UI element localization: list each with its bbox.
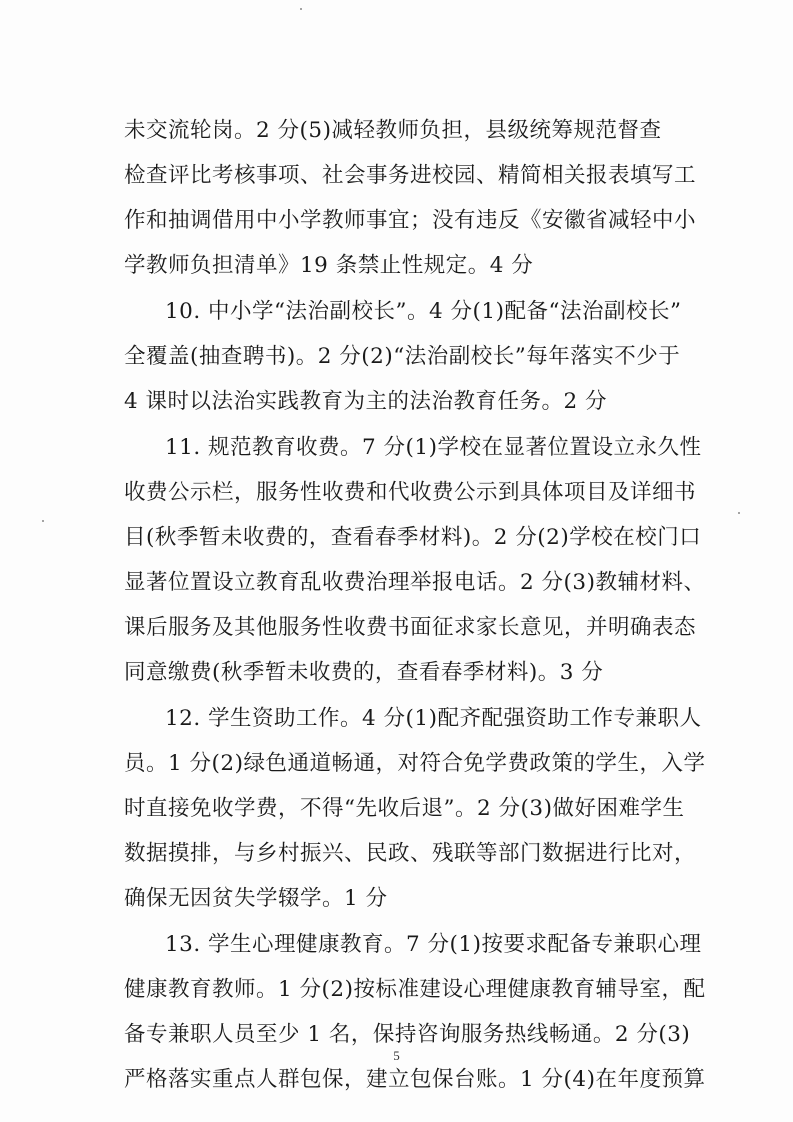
section-11-heading-line: 11. 规范教育收费。7 分(1)学校在显著位置设立永久性 [165,435,702,460]
scan-speck [42,520,44,522]
text-line: 目(秋季暂未收费的，查看春季材料)。2 分(2)学校在校门口 [124,525,702,550]
section-13-heading-line: 13. 学生心理健康教育。7 分(1)按要求配备专兼职心理 [165,932,702,957]
text-line: 员。1 分(2)绿色通道畅通，对符合免学费政策的学生，入学 [124,751,706,776]
text-line: 学教师负担清单》19 条禁止性规定。4 分 [124,253,534,278]
text-line: 显著位置设立教育乱收费治理举报电话。2 分(3)教辅材料、 [124,570,706,595]
text-line: 时直接免收学费，不得“先收后退”。2 分(3)做好困难学生 [124,796,685,821]
text-line: 健康教育教师。1 分(2)按标准建设心理健康教育辅导室，配 [124,977,706,1002]
scan-speck [300,8,302,10]
text-line: 同意缴费(秋季暂未收费的，查看春季材料)。3 分 [124,660,604,685]
text-line: 全覆盖(抽查聘书)。2 分(2)“法治副校长”每年落实不少于 [124,344,681,369]
text-line: 收费公示栏，服务性收费和代收费公示到具体项目及详细书 [124,480,697,505]
text-line: 未交流轮岗。2 分(5)减轻教师负担，县级统筹规范督查 [124,118,662,143]
text-line: 作和抽调借用中小学教师事宜；没有违反《安徽省减轻中小 [124,208,697,233]
text-line: 确保无因贫失学辍学。1 分 [124,886,388,911]
page-number: 5 [393,1048,400,1063]
text-line: 备专兼职人员至少 1 名，保持咨询服务热线畅通。2 分(3) [124,1022,691,1047]
text-line: 数据摸排，与乡村振兴、民政、残联等部门数据进行比对， [124,841,697,866]
text-line: 课后服务及其他服务性收费书面征求家长意见，并明确表态 [124,615,697,640]
scan-speck [738,512,740,514]
section-12-heading-line: 12. 学生资助工作。4 分(1)配齐配强资助工作专兼职人 [165,706,702,731]
text-line: 检查评比考核事项、社会事务进校园、精简相关报表填写工 [124,163,697,188]
text-line: 严格落实重点人群包保，建立包保台账。1 分(4)在年度预算 [124,1067,706,1092]
text-line: 4 课时以法治实践教育为主的法治教育任务。2 分 [124,389,608,414]
section-10-heading-line: 10. 中小学“法治副校长”。4 分(1)配备“法治副校长” [165,299,682,324]
